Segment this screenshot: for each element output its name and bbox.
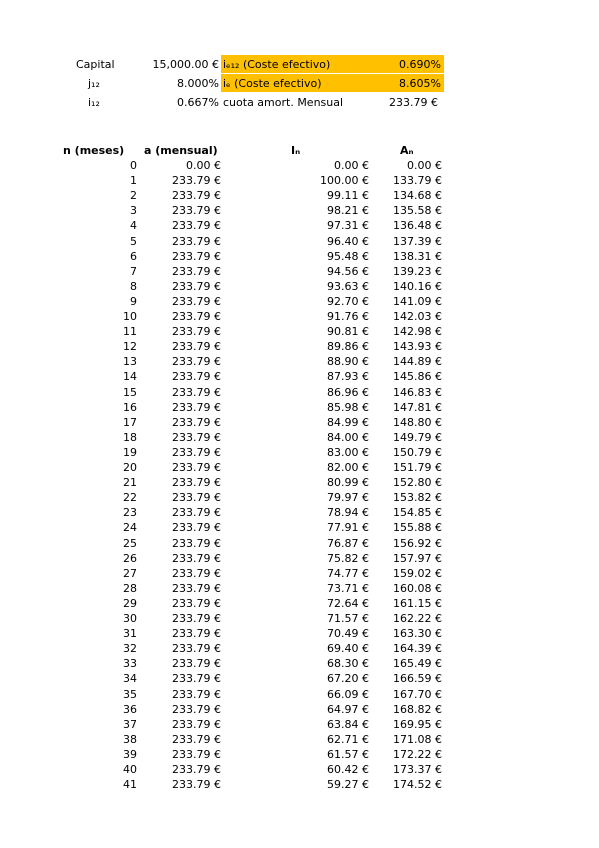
cell-a: 233.79 € <box>172 506 221 519</box>
cell-an: 0.00 € <box>407 159 442 172</box>
cell-a: 233.79 € <box>172 521 221 534</box>
cell-a: 233.79 € <box>172 763 221 776</box>
cell-n: 1 <box>130 174 137 187</box>
cell-n: 8 <box>130 280 137 293</box>
cell-in: 97.31 € <box>327 219 369 232</box>
cell-a: 233.79 € <box>172 340 221 353</box>
cell-a: 233.79 € <box>172 310 221 323</box>
cell-a: 233.79 € <box>172 672 221 685</box>
cell-an: 157.97 € <box>393 552 442 565</box>
cell-n: 41 <box>123 778 137 791</box>
cell-an: 174.52 € <box>393 778 442 791</box>
cell-in: 87.93 € <box>327 370 369 383</box>
cell-in: 76.87 € <box>327 537 369 550</box>
cell-in: 95.48 € <box>327 250 369 263</box>
cell-n: 26 <box>123 552 137 565</box>
cell-an: 169.95 € <box>393 718 442 731</box>
cell-an: 152.80 € <box>393 476 442 489</box>
cell-in: 64.97 € <box>327 703 369 716</box>
header-n: n (meses) <box>63 144 125 157</box>
cell-an: 163.30 € <box>393 627 442 640</box>
cell-a: 233.79 € <box>172 476 221 489</box>
capital-value: 15,000.00 € <box>152 58 219 71</box>
cell-n: 40 <box>123 763 137 776</box>
cell-n: 22 <box>123 491 137 504</box>
cell-an: 160.08 € <box>393 582 442 595</box>
cell-a: 233.79 € <box>172 612 221 625</box>
cell-in: 0.00 € <box>334 159 369 172</box>
cell-an: 166.59 € <box>393 672 442 685</box>
cell-an: 171.08 € <box>393 733 442 746</box>
cell-n: 19 <box>123 446 137 459</box>
cell-in: 93.63 € <box>327 280 369 293</box>
cell-in: 98.21 € <box>327 204 369 217</box>
cell-a: 233.79 € <box>172 446 221 459</box>
cell-a: 233.79 € <box>172 280 221 293</box>
cell-n: 38 <box>123 733 137 746</box>
cell-a: 233.79 € <box>172 778 221 791</box>
cell-in: 99.11 € <box>327 189 369 202</box>
cell-a: 233.79 € <box>172 491 221 504</box>
cell-n: 6 <box>130 250 137 263</box>
cell-an: 142.03 € <box>393 310 442 323</box>
capital-label: Capital <box>76 58 115 71</box>
cell-in: 70.49 € <box>327 627 369 640</box>
cell-in: 100.00 € <box>320 174 369 187</box>
cell-an: 156.92 € <box>393 537 442 550</box>
cell-in: 96.40 € <box>327 235 369 248</box>
cell-n: 9 <box>130 295 137 308</box>
cell-a: 233.79 € <box>172 295 221 308</box>
cell-a: 233.79 € <box>172 461 221 474</box>
cell-an: 135.58 € <box>393 204 442 217</box>
cell-n: 35 <box>123 688 137 701</box>
cell-an: 151.79 € <box>393 461 442 474</box>
cell-an: 134.68 € <box>393 189 442 202</box>
cell-n: 18 <box>123 431 137 444</box>
cell-an: 167.70 € <box>393 688 442 701</box>
cell-in: 88.90 € <box>327 355 369 368</box>
cell-a: 233.79 € <box>172 431 221 444</box>
cell-an: 162.22 € <box>393 612 442 625</box>
cell-an: 141.09 € <box>393 295 442 308</box>
cell-a: 233.79 € <box>172 748 221 761</box>
i12-label: i₁₂ <box>88 96 100 109</box>
cell-a: 233.79 € <box>172 235 221 248</box>
cell-an: 144.89 € <box>393 355 442 368</box>
cell-in: 85.98 € <box>327 401 369 414</box>
cell-an: 172.22 € <box>393 748 442 761</box>
cell-a: 233.79 € <box>172 537 221 550</box>
cell-an: 161.15 € <box>393 597 442 610</box>
cuota-label: cuota amort. Mensual <box>223 96 344 109</box>
cell-an: 147.81 € <box>393 401 442 414</box>
cell-n: 24 <box>123 521 137 534</box>
cell-an: 148.80 € <box>393 416 442 429</box>
cell-an: 139.23 € <box>393 265 442 278</box>
cell-an: 168.82 € <box>393 703 442 716</box>
cell-an: 173.37 € <box>393 763 442 776</box>
cell-an: 150.79 € <box>393 446 442 459</box>
cell-a: 233.79 € <box>172 325 221 338</box>
header-a: a (mensual) <box>144 144 218 157</box>
cell-n: 34 <box>123 672 137 685</box>
cell-a: 233.79 € <box>172 265 221 278</box>
cell-in: 94.56 € <box>327 265 369 278</box>
cell-n: 15 <box>123 386 137 399</box>
cell-in: 74.77 € <box>327 567 369 580</box>
cell-in: 73.71 € <box>327 582 369 595</box>
cell-a: 233.79 € <box>172 386 221 399</box>
ie12-label: iₑ₁₂ (Coste efectivo) <box>223 58 331 71</box>
cell-in: 69.40 € <box>327 642 369 655</box>
cell-n: 7 <box>130 265 137 278</box>
cell-a: 233.79 € <box>172 733 221 746</box>
cell-an: 153.82 € <box>393 491 442 504</box>
cell-n: 37 <box>123 718 137 731</box>
cell-n: 12 <box>123 340 137 353</box>
cell-a: 233.79 € <box>172 657 221 670</box>
cuota-value: 233.79 € <box>389 96 438 109</box>
cell-an: 146.83 € <box>393 386 442 399</box>
cell-a: 0.00 € <box>186 159 221 172</box>
cell-in: 91.76 € <box>327 310 369 323</box>
cell-in: 63.84 € <box>327 718 369 731</box>
cell-an: 149.79 € <box>393 431 442 444</box>
cell-n: 31 <box>123 627 137 640</box>
cell-an: 142.98 € <box>393 325 442 338</box>
cell-n: 25 <box>123 537 137 550</box>
cell-a: 233.79 € <box>172 401 221 414</box>
cell-a: 233.79 € <box>172 370 221 383</box>
cell-in: 67.20 € <box>327 672 369 685</box>
cell-a: 233.79 € <box>172 250 221 263</box>
cell-a: 233.79 € <box>172 552 221 565</box>
cell-a: 233.79 € <box>172 627 221 640</box>
cell-an: 137.39 € <box>393 235 442 248</box>
cell-in: 66.09 € <box>327 688 369 701</box>
cell-in: 82.00 € <box>327 461 369 474</box>
cell-n: 39 <box>123 748 137 761</box>
cell-a: 233.79 € <box>172 582 221 595</box>
cell-an: 133.79 € <box>393 174 442 187</box>
cell-in: 83.00 € <box>327 446 369 459</box>
cell-in: 89.86 € <box>327 340 369 353</box>
cell-n: 32 <box>123 642 137 655</box>
cell-n: 13 <box>123 355 137 368</box>
cell-a: 233.79 € <box>172 703 221 716</box>
cell-in: 75.82 € <box>327 552 369 565</box>
cell-n: 3 <box>130 204 137 217</box>
cell-n: 21 <box>123 476 137 489</box>
j12-label: j₁₂ <box>88 77 100 90</box>
cell-in: 72.64 € <box>327 597 369 610</box>
cell-n: 30 <box>123 612 137 625</box>
cell-n: 16 <box>123 401 137 414</box>
cell-an: 136.48 € <box>393 219 442 232</box>
cell-n: 14 <box>123 370 137 383</box>
cell-n: 10 <box>123 310 137 323</box>
cell-a: 233.79 € <box>172 567 221 580</box>
cell-n: 27 <box>123 567 137 580</box>
cell-an: 145.86 € <box>393 370 442 383</box>
cell-a: 233.79 € <box>172 174 221 187</box>
cell-a: 233.79 € <box>172 355 221 368</box>
cell-an: 159.02 € <box>393 567 442 580</box>
j12-value: 8.000% <box>177 77 219 90</box>
cell-n: 11 <box>123 325 137 338</box>
header-an: Aₙ <box>400 144 414 157</box>
cell-n: 0 <box>130 159 137 172</box>
cell-in: 71.57 € <box>327 612 369 625</box>
cell-n: 20 <box>123 461 137 474</box>
cell-a: 233.79 € <box>172 416 221 429</box>
cell-in: 77.91 € <box>327 521 369 534</box>
cell-an: 143.93 € <box>393 340 442 353</box>
cell-an: 155.88 € <box>393 521 442 534</box>
cell-a: 233.79 € <box>172 219 221 232</box>
cell-in: 84.99 € <box>327 416 369 429</box>
cell-in: 62.71 € <box>327 733 369 746</box>
cell-a: 233.79 € <box>172 597 221 610</box>
cell-in: 61.57 € <box>327 748 369 761</box>
cell-in: 68.30 € <box>327 657 369 670</box>
cell-in: 92.70 € <box>327 295 369 308</box>
cell-n: 33 <box>123 657 137 670</box>
cell-n: 17 <box>123 416 137 429</box>
cell-an: 140.16 € <box>393 280 442 293</box>
cell-an: 154.85 € <box>393 506 442 519</box>
cell-an: 165.49 € <box>393 657 442 670</box>
cell-a: 233.79 € <box>172 688 221 701</box>
cell-an: 138.31 € <box>393 250 442 263</box>
cell-in: 80.99 € <box>327 476 369 489</box>
ie-value: 8.605% <box>399 77 441 90</box>
cell-in: 60.42 € <box>327 763 369 776</box>
cell-n: 36 <box>123 703 137 716</box>
cell-an: 164.39 € <box>393 642 442 655</box>
cell-a: 233.79 € <box>172 718 221 731</box>
cell-in: 84.00 € <box>327 431 369 444</box>
ie12-value: 0.690% <box>399 58 441 71</box>
cell-in: 59.27 € <box>327 778 369 791</box>
cell-in: 90.81 € <box>327 325 369 338</box>
cell-a: 233.79 € <box>172 642 221 655</box>
cell-in: 86.96 € <box>327 386 369 399</box>
cell-n: 23 <box>123 506 137 519</box>
ie-label: iₑ (Coste efectivo) <box>223 77 322 90</box>
header-in: Iₙ <box>291 144 301 157</box>
cell-n: 29 <box>123 597 137 610</box>
cell-in: 79.97 € <box>327 491 369 504</box>
cell-n: 4 <box>130 219 137 232</box>
cell-n: 2 <box>130 189 137 202</box>
cell-n: 28 <box>123 582 137 595</box>
i12-value: 0.667% <box>177 96 219 109</box>
cell-a: 233.79 € <box>172 204 221 217</box>
cell-a: 233.79 € <box>172 189 221 202</box>
cell-in: 78.94 € <box>327 506 369 519</box>
cell-n: 5 <box>130 235 137 248</box>
